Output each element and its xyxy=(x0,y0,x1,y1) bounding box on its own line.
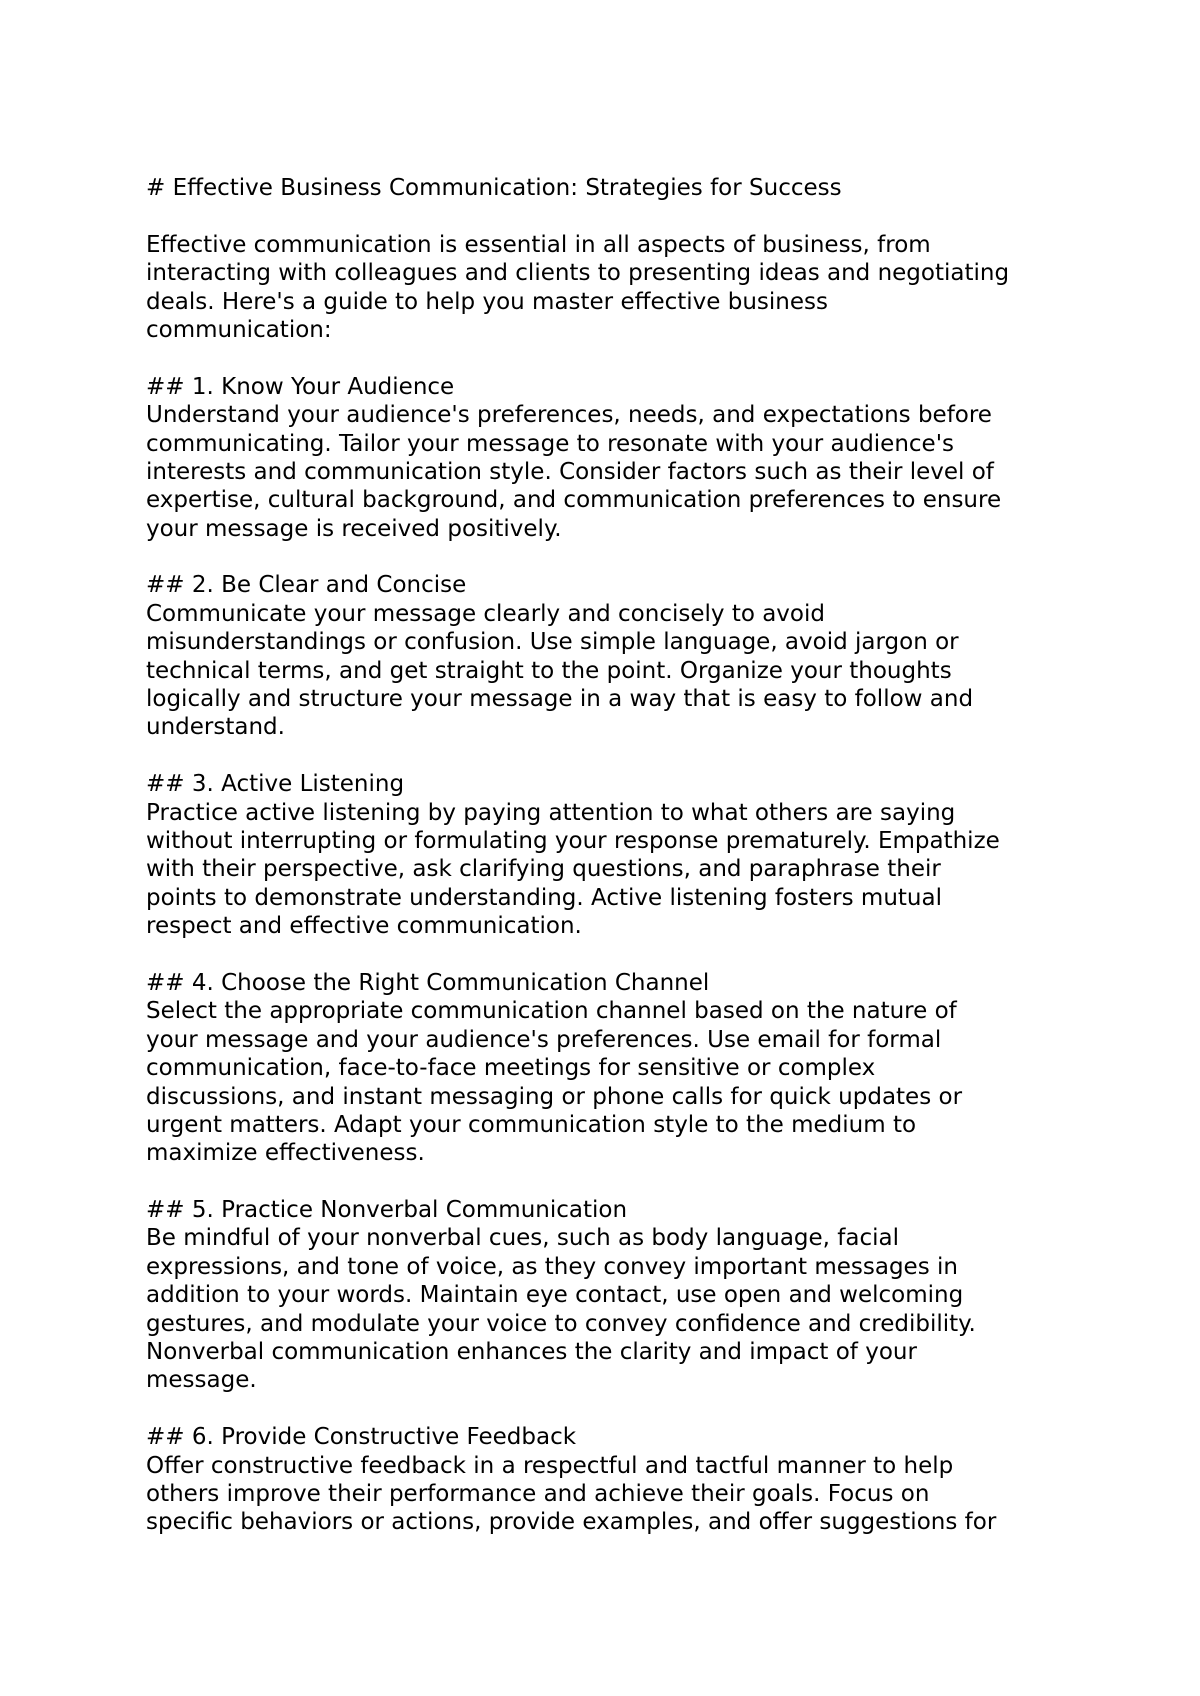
spacer xyxy=(146,344,1076,372)
paragraph-line: interacting with colleagues and clients to presenting ideas and negotiating xyxy=(146,260,1010,287)
paragraph-line: Offer constructive feedback in a respectful and tactful manner to help xyxy=(146,1452,954,1479)
paragraph-line: communication, face-to-face meetings for sensitive or complex xyxy=(146,1055,876,1082)
paragraph-line: message. xyxy=(146,1367,257,1394)
section-nonverbal-communication xyxy=(146,1196,1076,1395)
paragraph-line: Understand your audience's preferences, needs, and expectations before xyxy=(146,402,992,429)
section-active-listening xyxy=(146,770,1076,940)
spacer xyxy=(146,1395,1076,1423)
paragraph-line: others improve their performance and achieve their goals. Focus on xyxy=(146,1480,930,1507)
paragraph-line: addition to your words. Maintain eye contact, use open and welcoming xyxy=(146,1282,964,1309)
paragraph-line: maximize effectiveness. xyxy=(146,1140,425,1167)
section-choose-the-right-channel xyxy=(146,969,1076,1168)
paragraph-line: misunderstandings or confusion. Use simple language, avoid jargon or xyxy=(146,629,959,656)
section-heading: ## 5. Practice Nonverbal Communication xyxy=(146,1197,628,1224)
paragraph-line: respect and effective communication. xyxy=(146,913,582,940)
section-heading: ## 6. Provide Constructive Feedback xyxy=(146,1424,577,1451)
paragraph-line: Be mindful of your nonverbal cues, such as body language, facial xyxy=(146,1225,900,1252)
section-know-your-audience xyxy=(146,373,1076,543)
paragraph-line: points to demonstrate understanding. Active listening fosters mutual xyxy=(146,884,942,911)
paragraph-line: logically and structure your message in a way that is easy to follow and xyxy=(146,686,974,713)
paragraph-line: without interrupting or formulating your response prematurely. Empathize xyxy=(146,827,1000,854)
spacer xyxy=(146,1168,1076,1196)
section-heading: ## 2. Be Clear and Concise xyxy=(146,572,467,599)
document-title: # Effective Business Communication: Strategies for Success xyxy=(146,175,842,201)
paragraph-line: expressions, and tone of voice, as they convey important messages in xyxy=(146,1253,958,1280)
paragraph-line: understand. xyxy=(146,714,285,741)
paragraph-line: specific behaviors or actions, provide examples, and offer suggestions for xyxy=(146,1509,997,1536)
paragraph-line: deals. Here's a guide to help you master effective business xyxy=(146,288,828,315)
section-be-clear-and-concise xyxy=(146,571,1076,741)
paragraph-line: gestures, and modulate your voice to convey confidence and credibility. xyxy=(146,1310,976,1337)
spacer xyxy=(146,543,1076,571)
paragraph-line: Effective communication is essential in all aspects of business, from xyxy=(146,231,931,258)
paragraph-line: with their perspective, ask clarifying questions, and paraphrase their xyxy=(146,856,941,883)
paragraph-line: expertise, cultural background, and communication preferences to ensure xyxy=(146,487,1002,514)
paragraph-line: Practice active listening by paying attention to what others are saying xyxy=(146,799,956,826)
section-constructive-feedback xyxy=(146,1423,1076,1537)
paragraph-line: technical terms, and get straight to the point. Organize your thoughts xyxy=(146,657,952,684)
paragraph-line: discussions, and instant messaging or phone calls for quick updates or xyxy=(146,1083,963,1110)
spacer xyxy=(146,742,1076,770)
paragraph-line: Communicate your message clearly and concisely to avoid xyxy=(146,600,825,627)
paragraph-line: interests and communication style. Consider factors such as their level of xyxy=(146,458,994,485)
intro-paragraph xyxy=(146,231,1076,345)
spacer xyxy=(146,202,1076,230)
paragraph-line: Nonverbal communication enhances the clarity and impact of your xyxy=(146,1339,917,1366)
paragraph-line: communication: xyxy=(146,316,332,343)
document-body xyxy=(146,174,1076,1537)
section-heading: ## 4. Choose the Right Communication Channel xyxy=(146,969,710,996)
spacer xyxy=(146,941,1076,969)
paragraph-line: urgent matters. Adapt your communication style to the medium to xyxy=(146,1111,917,1138)
paragraph-line: your message is received positively. xyxy=(146,515,562,542)
section-heading: ## 3. Active Listening xyxy=(146,771,405,798)
paragraph-line: communicating. Tailor your message to resonate with your audience's xyxy=(146,430,955,457)
paragraph-line: Select the appropriate communication channel based on the nature of xyxy=(146,998,957,1025)
paragraph-line: your message and your audience's preferences. Use email for formal xyxy=(146,1026,942,1053)
section-heading: ## 1. Know Your Audience xyxy=(146,373,455,400)
